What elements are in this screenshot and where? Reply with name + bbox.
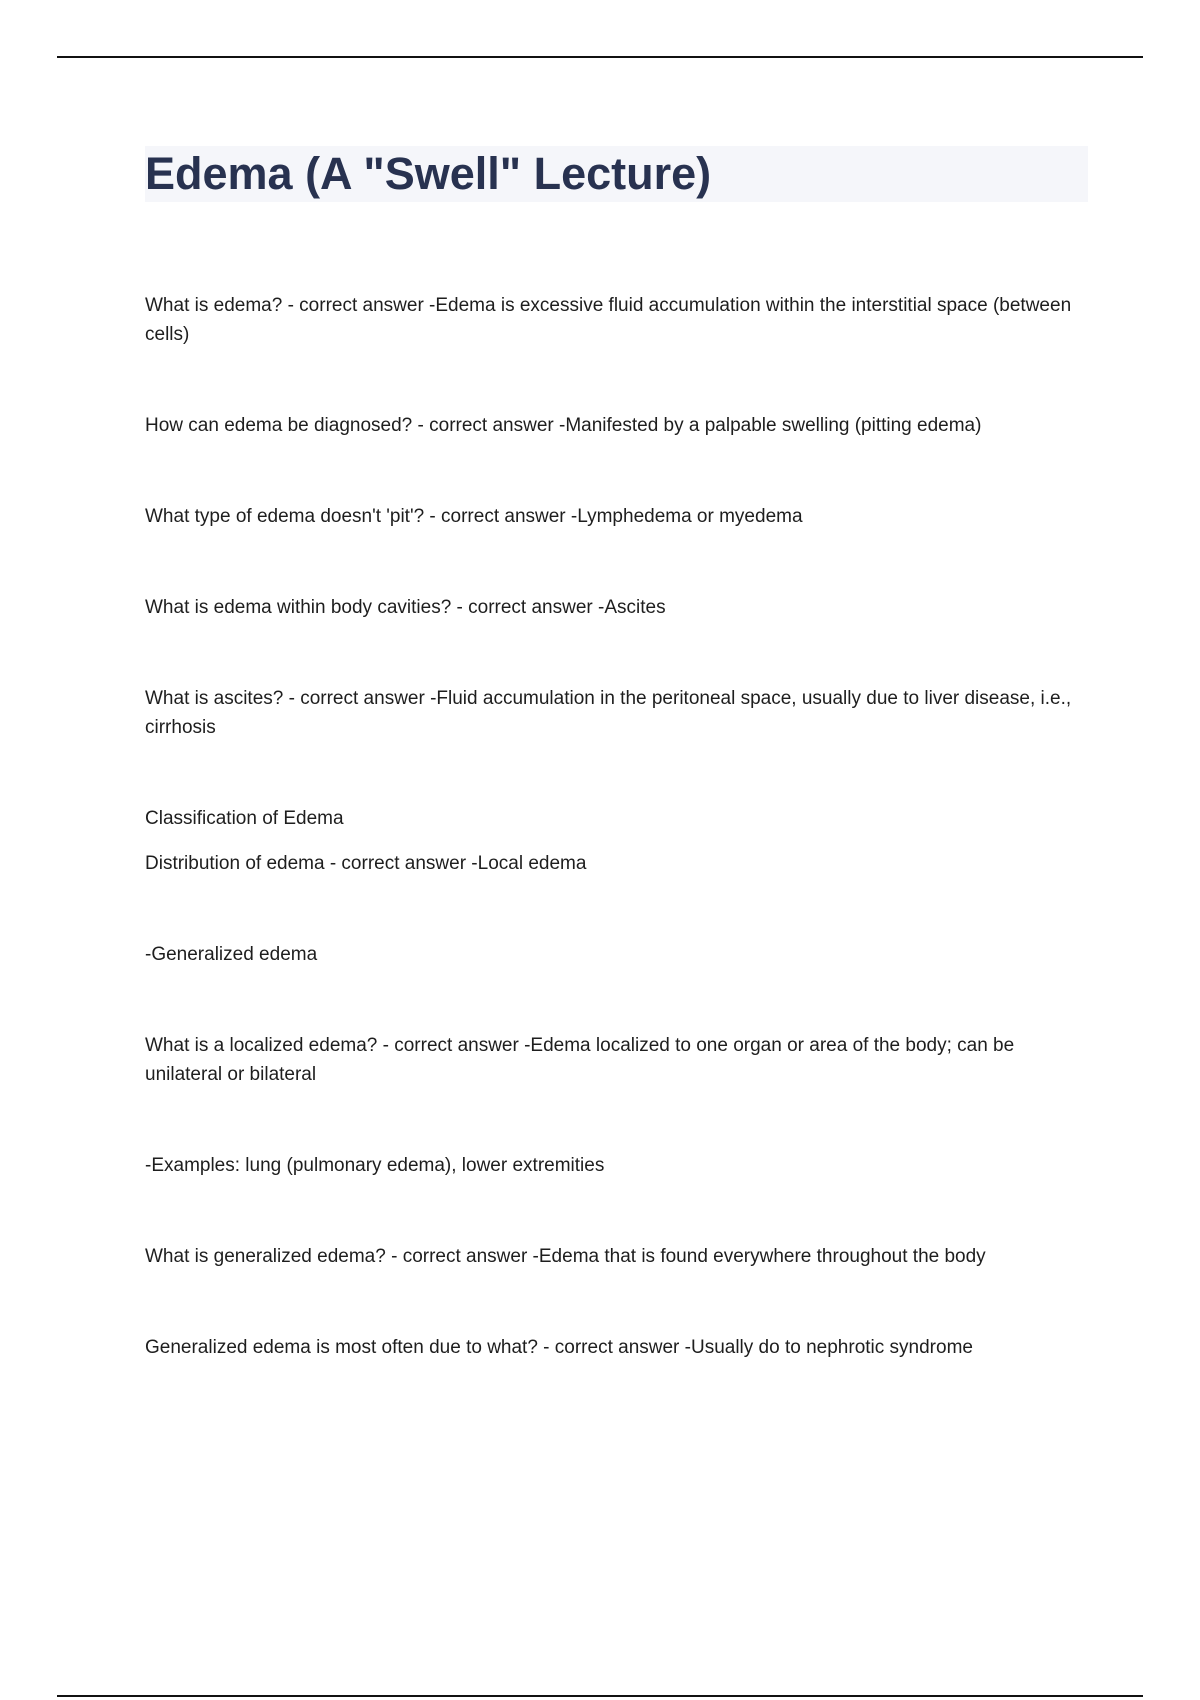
document-title: Edema (A "Swell" Lecture) bbox=[145, 148, 712, 199]
paragraph-diagnosis: How can edema be diagnosed? - correct answer -Manifested by a palpable swelling (pitting edema) bbox=[145, 415, 982, 436]
paragraph-examples: -Examples: lung (pulmonary edema), lower extremities bbox=[145, 1155, 605, 1176]
paragraph-distribution: Distribution of edema - correct answer -Local edema bbox=[145, 853, 587, 874]
paragraph-what-is-edema: What is edema? - correct answer -Edema is excessive fluid accumulation within the interstitial space (between cells) bbox=[145, 295, 1072, 345]
top-rule bbox=[57, 56, 1143, 58]
paragraph-classification-heading: Classification of Edema bbox=[145, 808, 344, 829]
bottom-rule bbox=[57, 1695, 1143, 1697]
paragraph-generalized-definition: What is generalized edema? - correct answer -Edema that is found everywhere throughout the body bbox=[145, 1246, 986, 1267]
paragraph-body-cavities: What is edema within body cavities? - correct answer -Ascites bbox=[145, 597, 666, 618]
paragraph-generalized: -Generalized edema bbox=[145, 944, 318, 965]
paragraph-generalized-cause: Generalized edema is most often due to what? - correct answer -Usually do to nephrotic syndrome bbox=[145, 1337, 973, 1358]
paragraph-ascites: What is ascites? - correct answer -Fluid accumulation in the peritoneal space, usually due to liver disease, i.e., cirrhosis bbox=[145, 688, 1072, 738]
paragraph-localized: What is a localized edema? - correct answer -Edema localized to one organ or area of the body; can be unilateral or bilateral bbox=[145, 1035, 1015, 1085]
paragraph-non-pitting: What type of edema doesn't 'pit'? - correct answer -Lymphedema or myedema bbox=[145, 506, 803, 527]
